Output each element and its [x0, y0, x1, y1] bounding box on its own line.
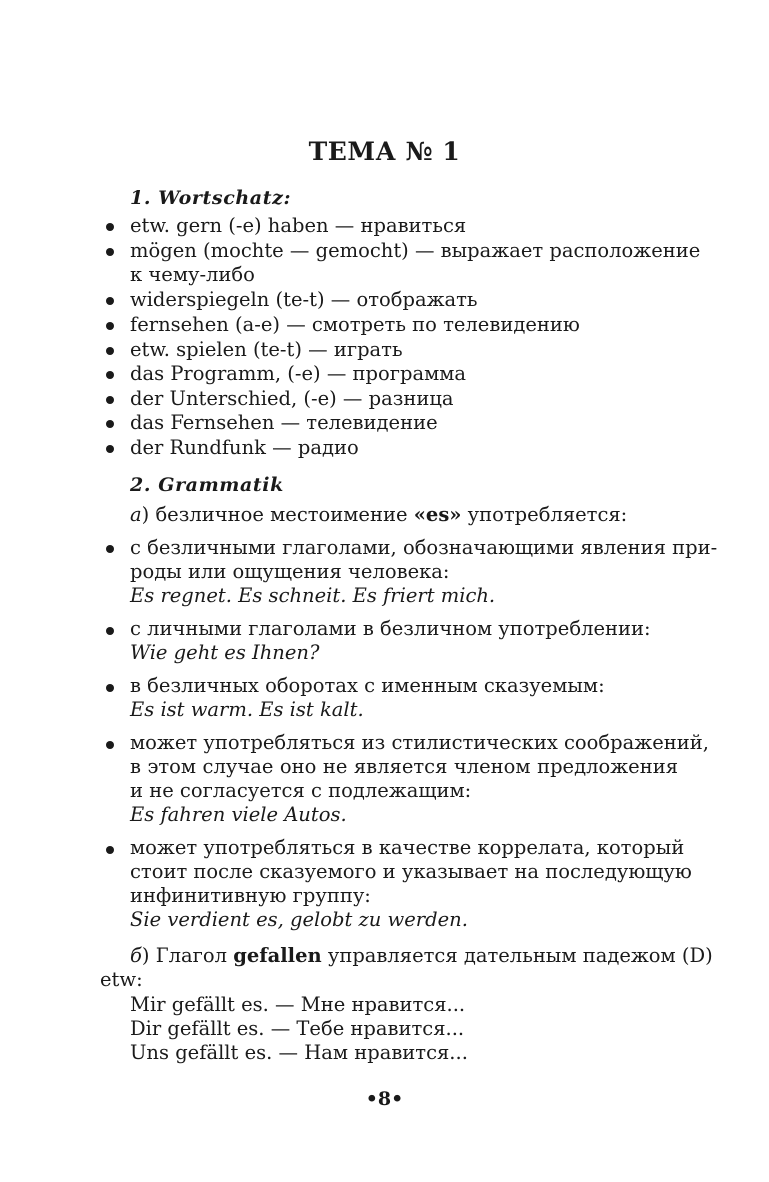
vocab-item: etw. gern (-e) haben — нравиться [130, 214, 467, 237]
grammar-example: Sie verdient es, gelobt zu werden. [130, 908, 468, 931]
section-heading-grammatik: 2. Grammatik [130, 474, 284, 496]
bullet [106, 347, 114, 355]
grammar-rule-line: в безличных оборотах с именным сказуемым: [130, 674, 605, 697]
vocab-item: das Fernsehen — телевидение [130, 411, 438, 434]
section-heading-wortschatz: 1. Wortschatz: [130, 187, 292, 209]
intro-keyword: gefallen [233, 944, 322, 967]
grammar-rule-line: с безличными глаголами, обозначающими явления при- [130, 536, 718, 559]
grammar-rule-line: стоит после сказуемого и указывает на последующую [130, 860, 692, 883]
grammar-rule-line: в этом случае оно не является членом предложения [130, 755, 678, 778]
grammar-rule-line: и не согласуется с подлежащим: [130, 779, 472, 802]
intro-keyword: «es» [413, 503, 462, 526]
intro-text: управляется дательным падежом (D) [321, 944, 713, 967]
vocab-item-continuation: к чему-либо [130, 263, 255, 286]
grammar-intro-b [130, 944, 713, 968]
grammar-example: Wie geht es Ihnen? [130, 641, 320, 664]
vocab-item: etw. spielen (te-t) — играть [130, 338, 403, 361]
bullet [106, 445, 114, 453]
grammar-intro-b-continuation: etw: [100, 968, 143, 991]
bullet [106, 223, 114, 231]
grammar-intro-a [130, 503, 627, 527]
page-number: •8• [365, 1088, 404, 1110]
intro-text: ) Глагол [141, 944, 234, 967]
item-letter: б [130, 944, 142, 967]
bullet [106, 297, 114, 305]
grammar-rule-line: инфинитивную группу: [130, 884, 371, 907]
bullet [106, 684, 114, 692]
example-sentence: Uns gefällt es. — Нам нравится... [130, 1041, 468, 1064]
example-sentence: Dir gefällt es. — Тебе нравится... [130, 1017, 465, 1040]
bullet [106, 371, 114, 379]
page-title: ТЕМА № 1 [308, 137, 461, 166]
grammar-rule-line: роды или ощущения человека: [130, 560, 450, 583]
intro-text: ) безличное местоимение [141, 503, 414, 526]
bullet [106, 627, 114, 635]
example-sentence: Mir gefällt es. — Мне нравится... [130, 993, 466, 1016]
vocab-item: der Rundfunk — радио [130, 436, 359, 459]
intro-text: употребляется: [461, 503, 628, 526]
grammar-rule-line: может употребляться из стилистических соображений, [130, 731, 709, 754]
bullet [106, 396, 114, 404]
bullet [106, 420, 114, 428]
bullet [106, 322, 114, 330]
bullet [106, 741, 114, 749]
bullet [106, 545, 114, 553]
grammar-rule-line: может употребляться в качестве коррелата, который [130, 836, 685, 859]
grammar-rule-line: с личными глаголами в безличном употреблении: [130, 617, 651, 640]
vocab-item: fernsehen (a-e) — смотреть по телевидению [130, 313, 580, 336]
grammar-example: Es regnet. Es schneit. Es friert mich. [130, 584, 496, 607]
vocab-item: mögen (mochte — gemocht) — выражает расположение [130, 239, 701, 262]
grammar-example: Es ist warm. Es ist kalt. [130, 698, 364, 721]
grammar-example: Es fahren viele Autos. [130, 803, 347, 826]
bullet [106, 846, 114, 854]
vocab-item: der Unterschied, (-e) — разница [130, 387, 454, 410]
vocab-item: widerspiegeln (te-t) — отображать [130, 288, 478, 311]
bullet [106, 248, 114, 256]
vocab-item: das Programm, (-e) — программа [130, 362, 467, 385]
item-letter: а [130, 503, 142, 526]
